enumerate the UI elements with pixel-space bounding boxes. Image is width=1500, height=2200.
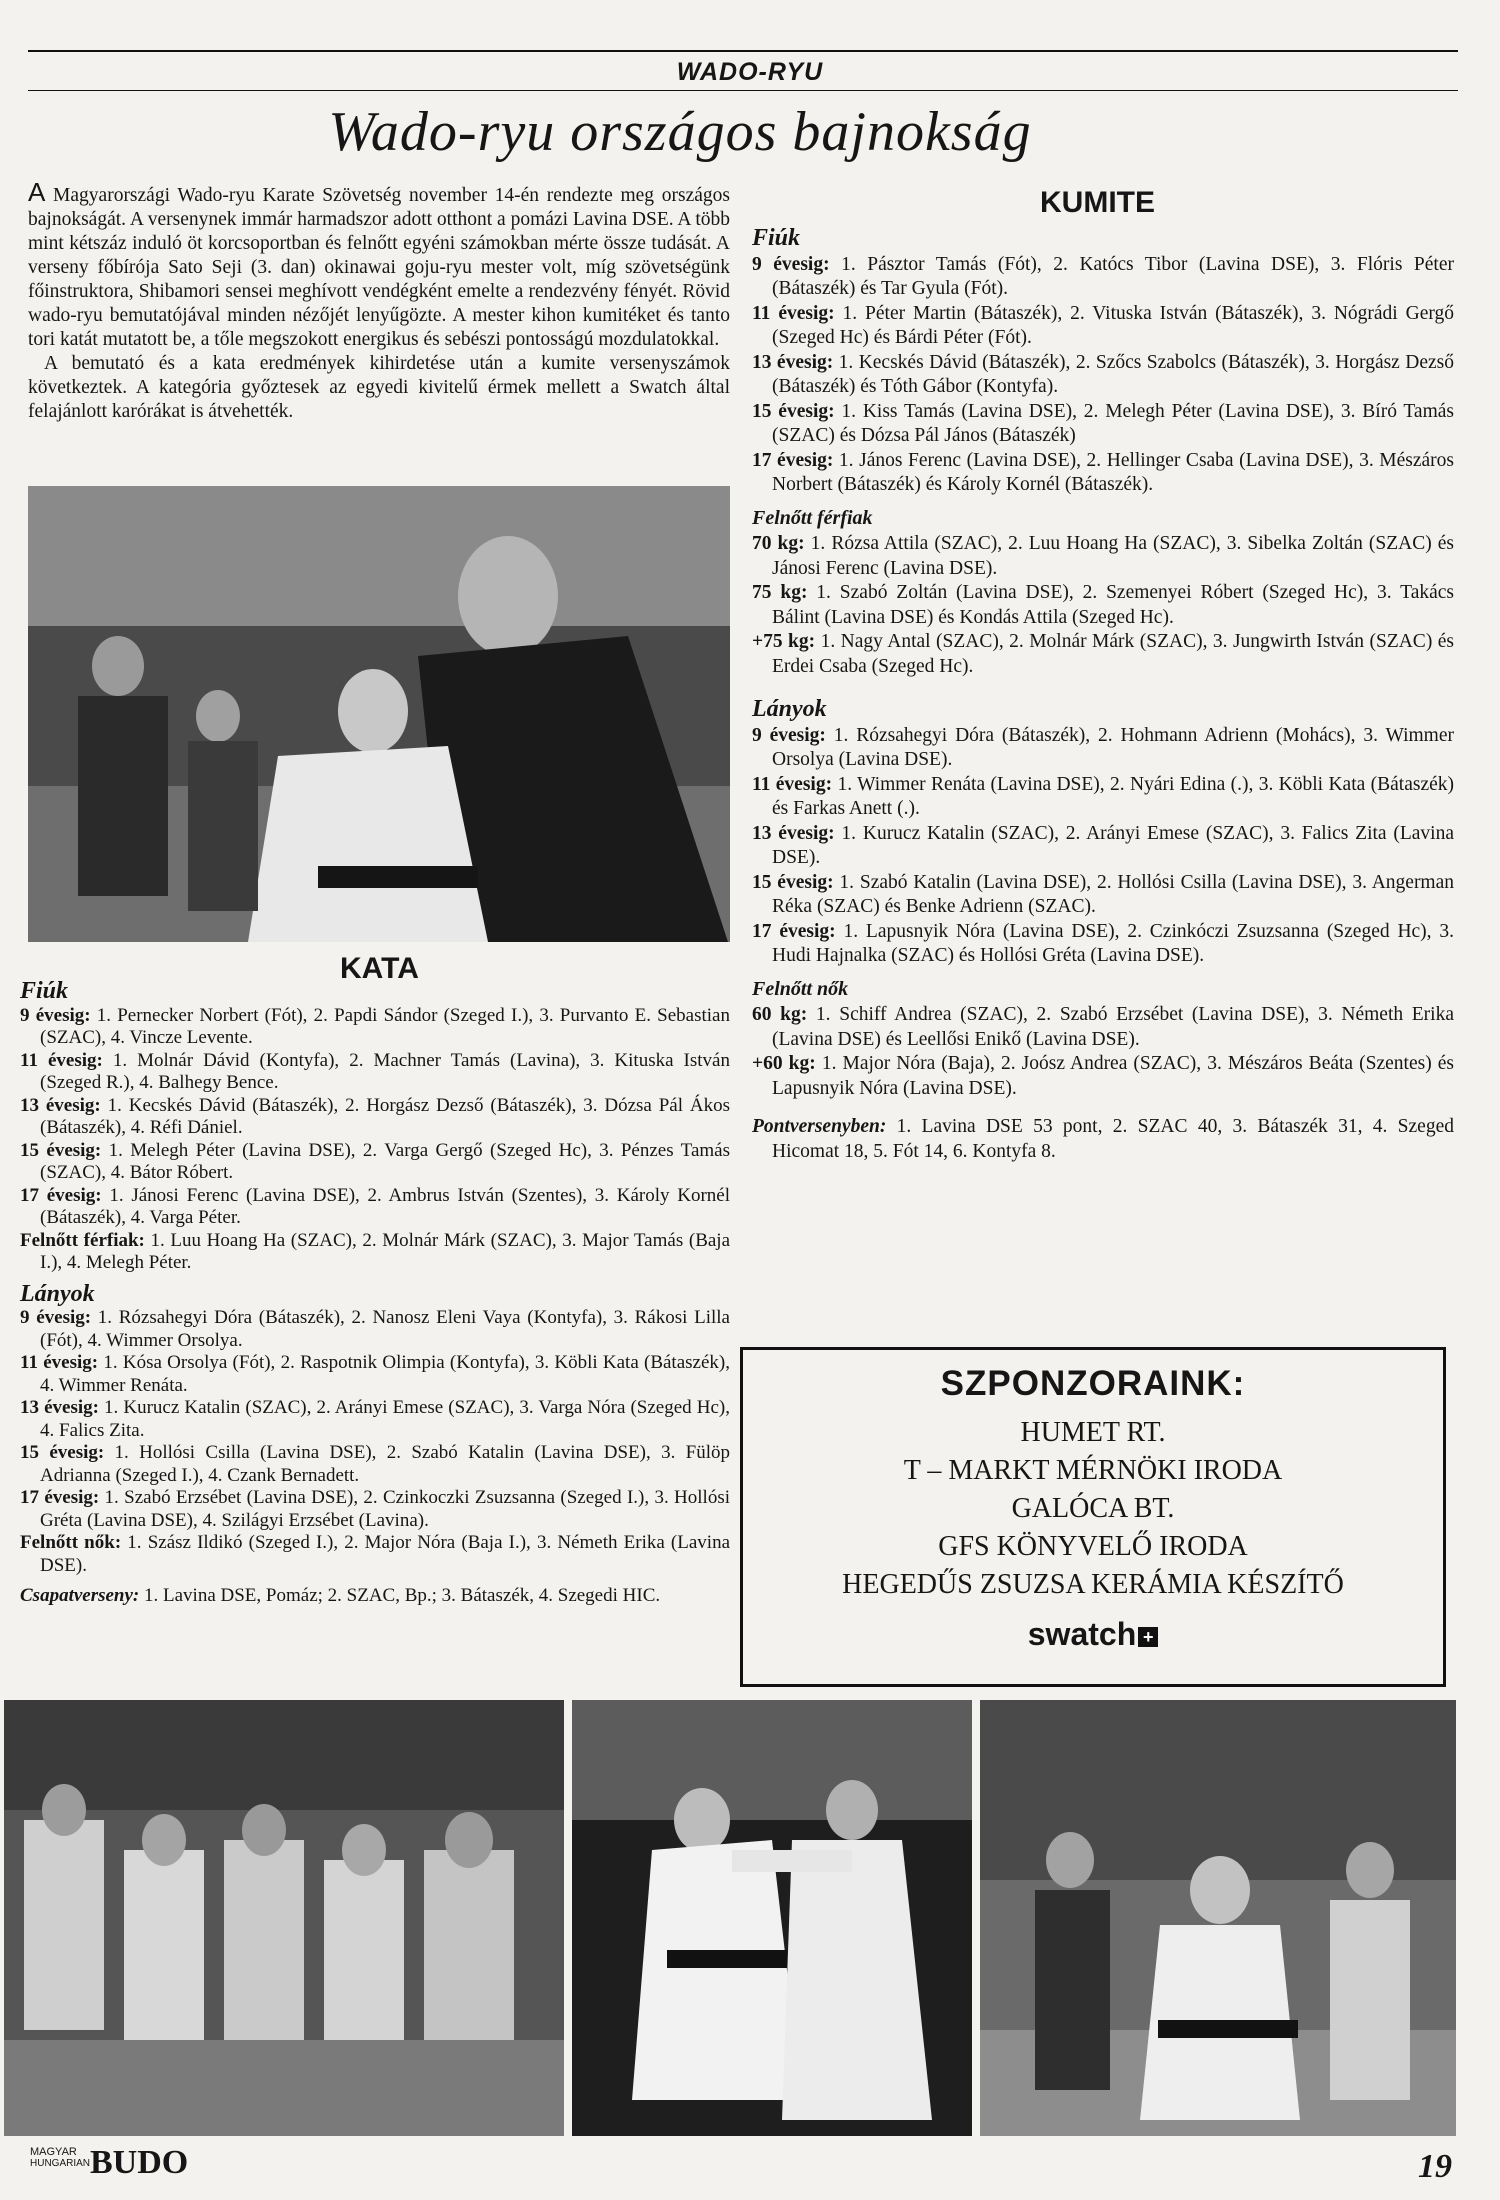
kumite-girls-label: Lányok bbox=[752, 696, 827, 722]
photo-kneeling-group bbox=[4, 1700, 564, 2136]
intro-paragraph-2: A bemutató és a kata eredmények kihirdetése után a kumite versenyszámok következtek. A kategória győztesek az egyedi kivitelű érmek mellett a Swatch által felajánlott karórákat is átvehették. bbox=[28, 353, 730, 422]
intro-paragraph-1: Magyarországi Wado-ryu Karate Szövetség november 14-én rendezte meg országos bajnokságát. A versenynek immár harmadszor adott otthont a pomázi Lavina DSE. A több mint kétszáz induló öt korcsoportban és felnőtt egyéni számokban mérte össze tudását. A verseny főbírója Sato Seji (3. dan) okinawai goju-ryu mester volt, míg szövetségünk főinstruktora, Shibamori sensei meghívott vendégként emelte a rendezvény fényét. Rövid wado-ryu bemutatójával minden nézőjét lenyűgözte. A mester kihon kumitéket és tanto tori katát mutatott be, a tőle megszokott energikus és sebészi pontosságú mozdulatokkal. bbox=[28, 185, 730, 350]
kata-boys-label: Fiúk bbox=[20, 978, 69, 1004]
list-item: 11 évesig: 1. Molnár Dávid (Kontyfa), 2. Machner Tamás (Lavina), 3. Kituska István (Szeged R.), 4. Balhegy Bence. bbox=[20, 1049, 730, 1093]
top-rule bbox=[28, 50, 1458, 52]
list-item: 13 évesig: 1. Kurucz Katalin (SZAC), 2. Arányi Emese (SZAC), 3. Falics Zita (Lavina DSE). bbox=[752, 822, 1454, 868]
list-item: +60 kg: 1. Major Nóra (Baja), 2. Joósz Andrea (SZAC), 3. Mészáros Beáta (Szentes) és Lapusnyik Nóra (Lavina DSE). bbox=[752, 1053, 1455, 1099]
kumite-girls-list bbox=[752, 724, 1454, 969]
kata-heading: KATA bbox=[340, 952, 419, 985]
sponsor-line: T – MARKT MÉRNÖKI IRODA bbox=[903, 1455, 1283, 1486]
sponsor-list bbox=[743, 1414, 1443, 1604]
sponsor-line: HUMET RT. bbox=[1020, 1417, 1166, 1448]
list-item: 17 évesig: 1. János Ferenc (Lavina DSE), 2. Hellinger Csaba (Lavina DSE), 3. Mészáros Norbert (Bátaszék) és Károly Kornél (Bátaszék). bbox=[752, 449, 1454, 495]
list-item: 60 kg: 1. Schiff Andrea (SZAC), 2. Szabó Erzsébet (Lavina DSE), 3. Németh Erika (Lavina DSE) és Leellősi Enikő (Lavina DSE). bbox=[752, 1004, 1454, 1050]
kumite-results bbox=[752, 218, 1454, 1164]
photo-kumite-bout bbox=[572, 1700, 972, 2136]
list-item: 15 évesig: 1. Kiss Tamás (Lavina DSE), 2. Melegh Péter (Lavina DSE), 3. Bíró Tamás (SZAC) és Dózsa Pál János (Bátaszék) bbox=[752, 400, 1455, 446]
list-item: 13 évesig: 1. Kecskés Dávid (Bátaszék), 2. Horgász Dezső (Bátaszék), 3. Dózsa Pál Ákos (Bátaszék), 4. Réfi Dániel. bbox=[20, 1094, 730, 1138]
photo-referee-and-child bbox=[28, 486, 730, 942]
sponsor-title: SZPONZORAINK: bbox=[940, 1364, 1246, 1403]
list-item: 9 évesig: 1. Rózsahegyi Dóra (Bátaszék), 2. Nanosz Eleni Vaya (Kontyfa), 3. Rákosi Lilla (Fót), 4. Wimmer Orsolya. bbox=[20, 1307, 730, 1351]
kumite-women-list bbox=[752, 1003, 1454, 1101]
list-item: 17 évesig: 1. Lapusnyik Nóra (Lavina DSE), 2. Czinkóczi Zsuzsanna (Szeged Hc), 3. Hudi Hajnalka (SZAC) és Hollósi Gréta (Lavina DSE). bbox=[752, 920, 1454, 966]
kumite-points-result: Pontversenyben: 1. Lavina DSE 53 pont, 2. SZAC 40, 3. Bátaszék 31, 4. Szeged Hicomat 18, 5. Fót 14, 6. Kontyfa 8. bbox=[752, 1116, 1454, 1162]
sponsor-line: HEGEDŰS ZSUZSA KERÁMIA KÉSZÍTŐ bbox=[842, 1569, 1344, 1600]
list-item: 75 kg: 1. Szabó Zoltán (Lavina DSE), 2. Szemenyei Róbert (Szeged Hc), 3. Takács Bálint (Lavina DSE) és Kondás Attila (Szeged Hc). bbox=[752, 582, 1454, 628]
list-item: 11 évesig: 1. Wimmer Renáta (Lavina DSE), 2. Nyári Edina (.), 3. Köbli Kata (Bátaszék) és Farkas Anett (.). bbox=[752, 773, 1454, 819]
kata-team-result: Csapatverseny: 1. Lavina DSE, Pomáz; 2. SZAC, Bp.; 3. Bátaszék, 4. Szegedi HIC. bbox=[20, 1585, 661, 1606]
sponsor-box bbox=[740, 1347, 1446, 1687]
list-item: +75 kg: 1. Nagy Antal (SZAC), 2. Molnár Márk (SZAC), 3. Jungwirth István (SZAC) és Erdei Csaba (Szeged Hc). bbox=[752, 631, 1454, 677]
list-item: 15 évesig: 1. Melegh Péter (Lavina DSE), 2. Varga Gergő (Szeged Hc), 3. Pénzes Tamás (SZAC), 4. Bátor Róbert. bbox=[20, 1139, 730, 1183]
kumite-women-label: Felnőtt nők bbox=[752, 977, 849, 1000]
list-item: Felnőtt férfiak: 1. Luu Hoang Ha (SZAC), 2. Molnár Márk (SZAC), 3. Major Tamás (Baja I.), 4. Melegh Péter. bbox=[20, 1229, 731, 1273]
logo-top-text: MAGYAR bbox=[30, 2146, 77, 2158]
title-rule bbox=[28, 90, 1458, 91]
photo-medal-ceremony bbox=[980, 1700, 1456, 2136]
kumite-men-list bbox=[752, 532, 1454, 679]
section-tag: WADO-RYU bbox=[676, 58, 824, 86]
list-item: 13 évesig: 1. Kecskés Dávid (Bátaszék), 2. Szőcs Szabolcs (Bátaszék), 3. Horgász Dezső (Bátaszék) és Tóth Gábor (Kontyfa). bbox=[752, 351, 1454, 397]
intro-text bbox=[28, 177, 730, 424]
swiss-cross-icon: + bbox=[1138, 1627, 1158, 1647]
list-item: 9 évesig: 1. Pásztor Tamás (Fót), 2. Katócs Tibor (Lavina DSE), 3. Flóris Péter (Bátaszék) és Tar Gyula (Fót). bbox=[752, 253, 1454, 299]
page-number: 19 bbox=[1418, 2148, 1452, 2185]
list-item: 17 évesig: 1. Szabó Erzsébet (Lavina DSE), 2. Czinkoczki Zsuzsanna (Szeged I.), 3. Hollósi Gréta (Lavina DSE), 4. Szilágyi Erzsébet (Lavina). bbox=[20, 1487, 730, 1531]
list-item: 9 évesig: 1. Rózsahegyi Dóra (Bátaszék), 2. Hohmann Adrienn (Mohács), 3. Wimmer Orsolya (Lavina DSE). bbox=[752, 724, 1454, 770]
logo-bottom-text: HUNGARIAN bbox=[30, 2158, 91, 2169]
kata-results bbox=[20, 972, 730, 1608]
list-item: 70 kg: 1. Rózsa Attila (SZAC), 2. Luu Hoang Ha (SZAC), 3. Sibelka Zoltán (SZAC) és Jánosi Ferenc (Lavina DSE). bbox=[752, 533, 1454, 579]
list-item: 13 évesig: 1. Kurucz Katalin (SZAC), 2. Arányi Emese (SZAC), 3. Varga Nóra (Szeged Hc), 4. Falics Zita. bbox=[20, 1397, 730, 1441]
kata-boys-list bbox=[20, 1005, 730, 1275]
kumite-boys-label: Fiúk bbox=[752, 225, 801, 251]
list-item: 15 évesig: 1. Hollósi Csilla (Lavina DSE), 2. Szabó Katalin (Lavina DSE), 3. Fülöp Adrianna (Szeged I.), 4. Czank Bernadett. bbox=[20, 1442, 730, 1486]
logo-main-text: BUDO bbox=[90, 2144, 189, 2181]
kumite-heading: KUMITE bbox=[1040, 186, 1155, 219]
list-item: 17 évesig: 1. Jánosi Ferenc (Lavina DSE), 2. Ambrus István (Szentes), 3. Károly Kornél (Bátaszék), 4. Varga Péter. bbox=[20, 1184, 730, 1228]
sponsor-line: GALÓCA BT. bbox=[1011, 1493, 1175, 1524]
list-item: 9 évesig: 1. Pernecker Norbert (Fót), 2. Papdi Sándor (Szeged I.), 3. Purvanto E. Sebastian (SZAC), 4. Vincze Levente. bbox=[20, 1004, 730, 1048]
article-title: Wado-ryu országos bajnokság bbox=[328, 101, 1032, 163]
list-item: 15 évesig: 1. Szabó Katalin (Lavina DSE), 2. Hollósi Csilla (Lavina DSE), 3. Angerman Réka (SZAC) és Benke Adrienn (SZAC). bbox=[752, 871, 1455, 917]
sponsor-line: GFS KÖNYVELŐ IRODA bbox=[938, 1531, 1248, 1562]
kumite-men-label: Felnőtt férfiak bbox=[752, 506, 873, 529]
kata-girls-list bbox=[20, 1307, 730, 1577]
kata-girls-label: Lányok bbox=[20, 1280, 95, 1307]
dropcap: A bbox=[28, 177, 46, 207]
swatch-logo: swatch + bbox=[743, 1616, 1443, 1653]
list-item: 11 évesig: 1. Kósa Orsolya (Fót), 2. Raspotnik Olimpia (Kontyfa), 3. Köbli Kata (Bátaszék), 4. Wimmer Renáta. bbox=[20, 1352, 730, 1396]
list-item: Felnőtt nők: 1. Szász Ildikó (Szeged I.), 2. Major Nóra (Baja I.), 3. Németh Erika (Lavina DSE). bbox=[20, 1532, 731, 1576]
kumite-boys-list bbox=[752, 253, 1454, 498]
magazine-logo bbox=[30, 2144, 189, 2181]
list-item: 11 évesig: 1. Péter Martin (Bátaszék), 2. Vituska István (Bátaszék), 3. Nógrádi Gergő (Szeged Hc) és Bárdi Péter (Fót). bbox=[752, 302, 1454, 348]
